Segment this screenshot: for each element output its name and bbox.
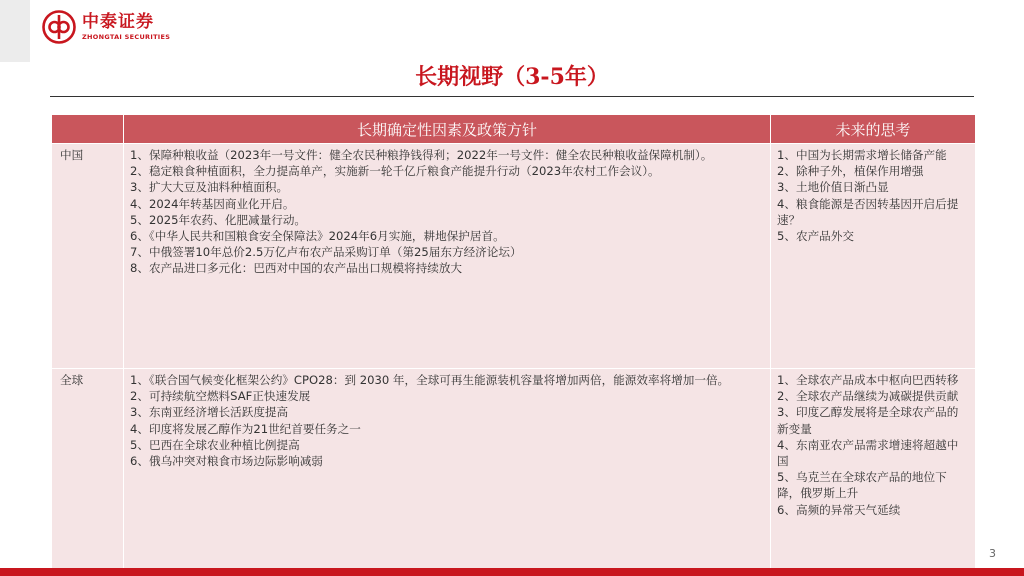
region-cell: 中国 <box>52 144 124 369</box>
factors-cell <box>124 369 771 569</box>
factor-item: 4、2024年转基因商业化开启。 <box>130 196 295 211</box>
header-region <box>52 115 124 144</box>
table-row-global <box>52 369 976 569</box>
factor-item: 4、印度将发展乙醇作为21世纪首要任务之一 <box>130 421 361 436</box>
company-logo <box>42 10 170 44</box>
thought-item: 4、粮食能源是否因转基因开启后提速？ <box>777 196 959 227</box>
thoughts-cell <box>771 144 976 369</box>
slide-title: 长期视野（3-5年） <box>415 64 609 90</box>
thought-item: 3、土地价值日渐凸显 <box>777 180 889 195</box>
footer-band <box>0 568 1024 576</box>
zhongtai-logo-icon <box>42 10 76 44</box>
factor-item: 6、俄乌冲突对粮食市场边际影响减弱 <box>130 454 323 469</box>
page-number: 3 <box>989 547 996 560</box>
factor-item: 2、可持续航空燃料SAF正快速发展 <box>130 389 311 404</box>
factor-item: 7、中俄签署10年总价2.5万亿卢布农产品采购订单（第25届东方经济论坛） <box>130 245 522 260</box>
title-divider <box>50 96 974 97</box>
thought-item: 4、东南亚农产品需求增速将超越中国 <box>777 437 959 469</box>
thought-item: 2、全球农产品继续为减碳提供贡献 <box>777 389 959 404</box>
factor-item: 5、2025年农药、化肥减量行动。 <box>130 212 307 227</box>
table-row-china <box>52 144 976 369</box>
table-header-row <box>52 115 976 144</box>
thought-item: 6、高频的异常天气延续 <box>777 502 901 517</box>
left-sidebar-strip <box>0 0 30 62</box>
thought-item: 2、除种子外，植保作用增强 <box>777 164 924 179</box>
factor-item: 6、《中华人民共和国粮食安全保障法》2024年6月实施，耕地保护居首。 <box>130 229 505 244</box>
factor-item: 1、保障种粮收益（2023年一号文件：健全农民种粮挣钱得利；2022年一号文件：健全农民种粮收益保障机制）。 <box>130 148 713 162</box>
factor-item: 2、稳定粮食种植面积，全力提高单产，实施新一轮千亿斤粮食产能提升行动（2023年农村工作会议）。 <box>130 164 660 179</box>
logo-chinese-name: 中泰证券 <box>82 11 154 32</box>
factor-item: 1、《联合国气候变化框架公约》CPO28：到 2030 年，全球可再生能源装机容量将增加两倍，能源效率将增加一倍。 <box>130 373 730 387</box>
header-factors: 长期确定性因素及政策方针 <box>124 115 771 144</box>
factor-item: 5、巴西在全球农业种植比例提高 <box>130 437 300 452</box>
thought-item: 1、全球农产品成本中枢向巴西转移 <box>777 373 959 387</box>
logo-english-name: ZHONGTAI SECURITIES <box>82 32 171 41</box>
factors-cell <box>124 144 771 369</box>
factor-item: 3、东南亚经济增长活跃度提高 <box>130 405 289 420</box>
thought-item: 5、乌克兰在全球农产品的地位下降，俄罗斯上升 <box>777 470 947 501</box>
policy-table <box>51 114 976 569</box>
region-cell: 全球 <box>52 369 124 569</box>
thought-item: 3、印度乙醇发展将是全球农产品的新变量 <box>777 405 959 436</box>
factor-item: 8、农产品进口多元化：巴西对中国的农产品出口规模将持续放大 <box>130 261 463 276</box>
thoughts-cell <box>771 369 976 569</box>
thought-item: 1、中国为长期需求增长储备产能 <box>777 148 947 162</box>
header-thoughts: 未来的思考 <box>771 115 976 144</box>
thought-item: 5、农产品外交 <box>777 229 854 244</box>
factor-item: 3、扩大大豆及油料种植面积。 <box>130 180 289 195</box>
